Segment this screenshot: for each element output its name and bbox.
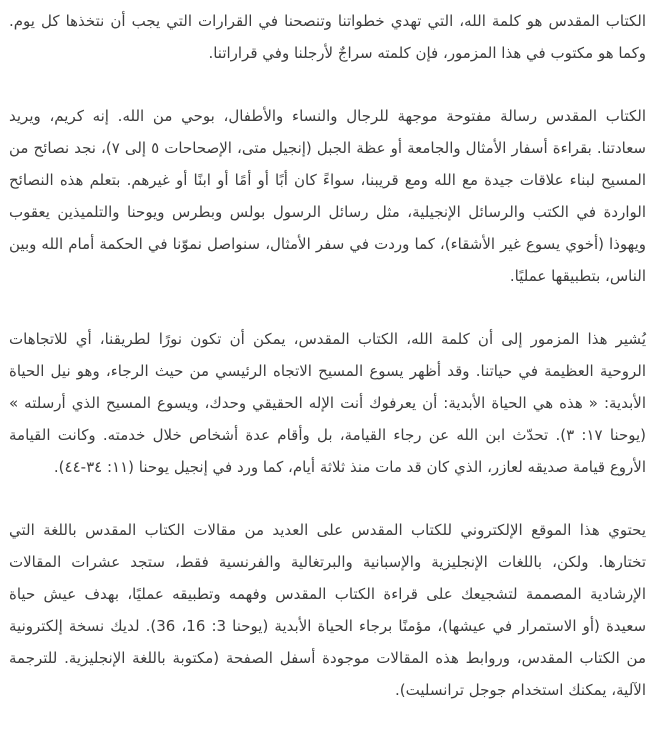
paragraph-psalm-light: يُشير هذا المزمور إلى أن كلمة الله، الكتاب المقدس، يمكن أن تكون نورًا لطريقنا، أي للاتجاهات الروحية العظيمة في حياتنا. وقد أظهر يسوع المسيح الاتجاه الرئيسي من حيث الرجاء، وهو نيل الحياة الأبدية: « هذه هي الحياة الأبدية: أن يعرفوك أنت الإله الحقيقي وحدك، ويسوع المسيح الذي أرسلته » (يوحنا ١٧: ٣). تحدّث ابن الله عن رجاء القيامة، بل وأقام عدة أشخاص خلال خدمته. وكانت القيامة الأروع قيامة صديقه لعازر، الذي كان قد مات منذ ثلاثة أيام، كما ورد في إنجيل يوحنا (١١: ٣٤-٤٤).	[9, 330, 647, 476]
paragraph-word-of-god: الكتاب المقدس هو كلمة الله، التي تهدي خطواتنا وتنصحنا في القرارات التي يجب أن نتخذها كل يوم. وكما هو مكتوب في هذا المزمور، فإن كلمته سراجٌ لأرجلنا وفي قراراتنا.	[9, 12, 646, 62]
paragraph-open-letter: الكتاب المقدس رسالة مفتوحة موجهة للرجال والنساء والأطفال، بوحي من الله. إنه كريم، ويريد سعادتنا. بقراءة أسفار الأمثال والجامعة أو عظة الجبل (إنجيل متى، الإصحاحات ٥ إلى ٧)، نجد نصائح من المسيح لبناء علاقات جيدة مع الله ومع قريبنا، سواءً كان أبًا أو أمًا أو ابنًا أو غيرهم. بتعلم هذه النصائح الواردة في الكتب والرسائل الإنجيلية، مثل رسائل الرسول بولس وبطرس ويوحنا والتلميذين يعقوب ويهوذا (أخوي يسوع غير الأشقاء)، كما وردت في سفر الأمثال، سنواصل نموّنا في الحكمة أمام الله وبين الناس، بتطبيقها عمليًا.	[9, 107, 646, 285]
paragraph-website-articles: يحتوي هذا الموقع الإلكتروني للكتاب المقدس على العديد من مقالات الكتاب المقدس باللغة التي تختارها. ولكن، باللغات الإنجليزية والإسبانية والبرتغالية والفرنسية فقط، ستجد عشرات المقالات الإرشادية المصممة لتشجيعك على قراءة الكتاب المقدس وفهمه وتطبيقه عمليًا، بهدف عيش حياة سعيدة (أو الاستمرار في عيشها)، مؤمنًا برجاء الحياة الأبدية (يوحنا 3: 16، 36). لديك نسخة إلكترونية من الكتاب المقدس، وروابط هذه المقالات موجودة أسفل الصفحة (مكتوبة باللغة الإنجليزية. للترجمة الآلية، يمكنك استخدام جوجل ترانسليت).	[9, 521, 647, 699]
